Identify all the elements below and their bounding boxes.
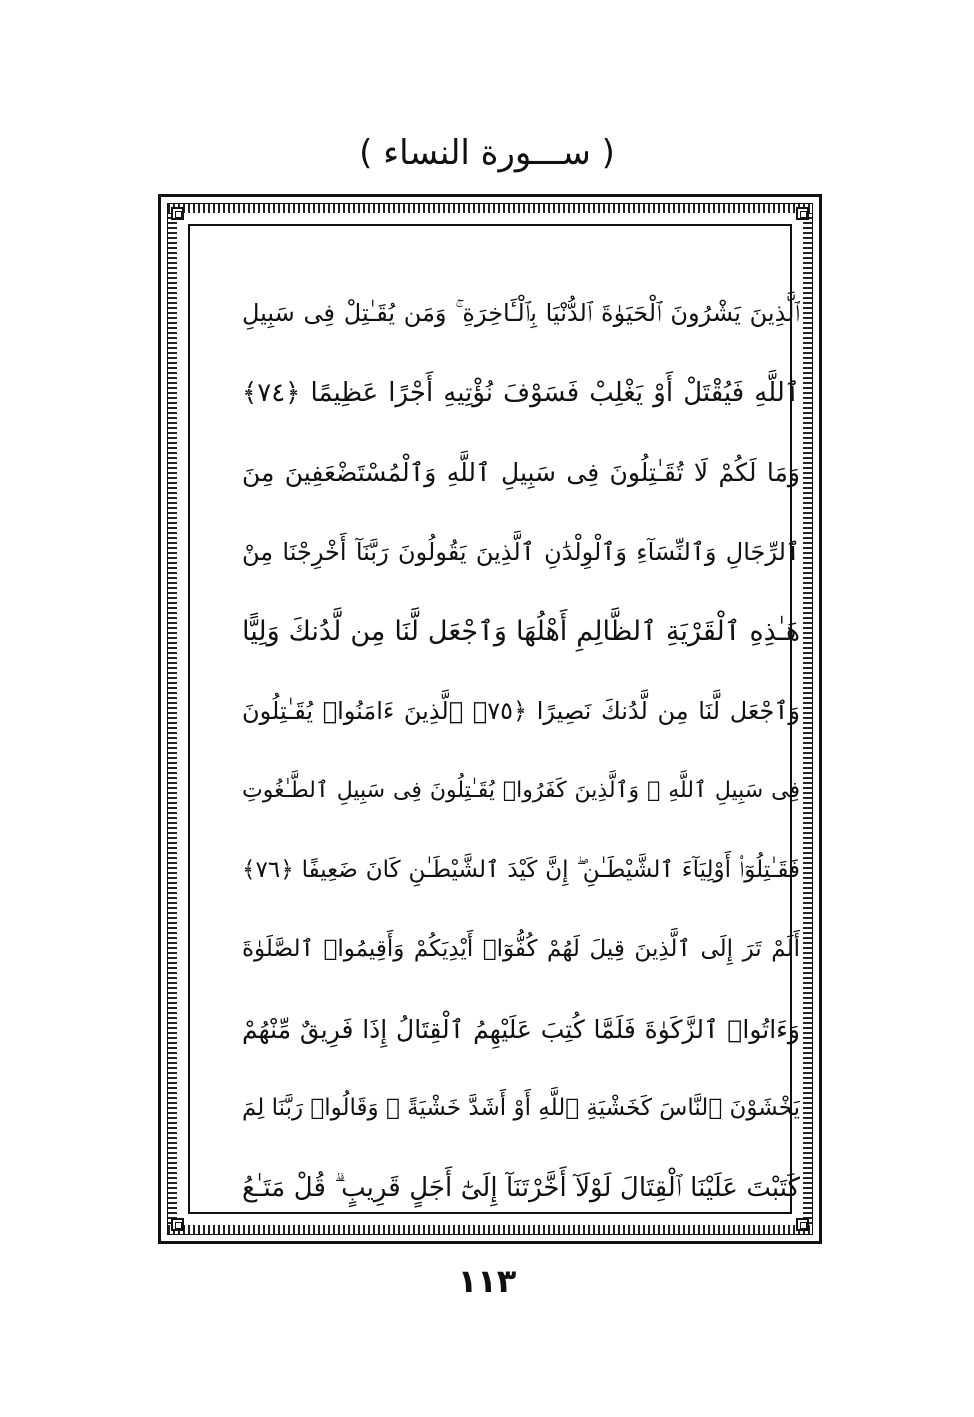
- page-frame: [158, 194, 822, 1244]
- text-panel: [188, 224, 800, 1214]
- verse-line-12: كَتَبْتَ عَلَيْنَا ٱلْقِتَالَ لَوْلَآ أَخَّرْتَنَآ إِلَىٰٓ أَجَلٍ قَرِيبٍ ۗ قُلْ مَتَـٰعُ: [242, 1172, 800, 1203]
- surah-title: ( ســـورة النساء ): [359, 133, 615, 173]
- verse-line-10: وَءَاتُوا۟ ٱلزَّكَوٰةَ فَلَمَّا كُتِبَ عَلَيْهِمُ ٱلْقِتَالُ إِذَا فَرِيقٌ مِّنْهُمْ: [242, 1014, 800, 1044]
- corner-ornament-icon: [171, 207, 184, 220]
- corner-ornament-icon: [171, 1218, 184, 1231]
- verse-line-4: ٱلرِّجَالِ وَٱلنِّسَآءِ وَٱلْوِلْدَٰنِ ٱلَّذِينَ يَقُولُونَ رَبَّنَآ أَخْرِجْنَا مِنْ: [242, 537, 800, 566]
- decorative-border: [167, 203, 813, 1235]
- verse-line-1: ٱلَّذِينَ يَشْرُونَ ٱلْحَيَوٰةَ ٱلدُّنْيَا بِٱلْـَٔاخِرَةِ ۚ وَمَن يُقَـٰتِلْ فِى سَبِيلِ: [242, 299, 800, 327]
- verse-line-6: وَٱجْعَل لَّنَا مِن لَّدُنكَ نَصِيرًا ﴿٧٥﴾ ٱلَّذِينَ ءَامَنُوا۟ يُقَـٰتِلُونَ: [242, 696, 800, 725]
- corner-ornament-icon: [796, 207, 809, 220]
- verse-text: [242, 274, 800, 1228]
- page-number: ١١٣: [457, 1262, 517, 1300]
- verse-line-8: فَقَـٰتِلُوٓا۟ أَوْلِيَآءَ ٱلشَّيْطَـٰنِ ۖ إِنَّ كَيْدَ ٱلشَّيْطَـٰنِ كَانَ ضَعِيفًا ﴿٧٦﴾: [242, 856, 800, 883]
- verse-line-5: هَـٰذِهِ ٱلْقَرْيَةِ ٱلظَّالِمِ أَهْلُهَا وَٱجْعَل لَّنَا مِن لَّدُنكَ وَلِيًّا: [242, 616, 800, 647]
- verse-line-2: ٱللَّهِ فَيُقْتَلْ أَوْ يَغْلِبْ فَسَوْفَ نُؤْتِيهِ أَجْرًا عَظِيمًا ﴿٧٤﴾: [242, 377, 800, 408]
- verse-line-11: يَخْشَوْنَ ٱلنَّاسَ كَخَشْيَةِ ٱللَّهِ أَوْ أَشَدَّ خَشْيَةً ۚ وَقَالُوا۟ رَبَّنَا لِمَ: [242, 1095, 800, 1121]
- verse-line-7: فِى سَبِيلِ ٱللَّهِ ۖ وَٱلَّذِينَ كَفَرُوا۟ يُقَـٰتِلُونَ فِى سَبِيلِ ٱلطَّـٰغُوتِ: [242, 778, 800, 803]
- verse-line-3: وَمَا لَكُمْ لَا تُقَـٰتِلُونَ فِى سَبِيلِ ٱللَّهِ وَٱلْمُسْتَضْعَفِينَ مِنَ: [242, 458, 800, 487]
- verse-line-9: أَلَمْ تَرَ إِلَى ٱلَّذِينَ قِيلَ لَهُمْ كُفُّوٓا۟ أَيْدِيَكُمْ وَأَقِيمُوا۟ ٱلصَّلَوٰةَ: [242, 936, 800, 962]
